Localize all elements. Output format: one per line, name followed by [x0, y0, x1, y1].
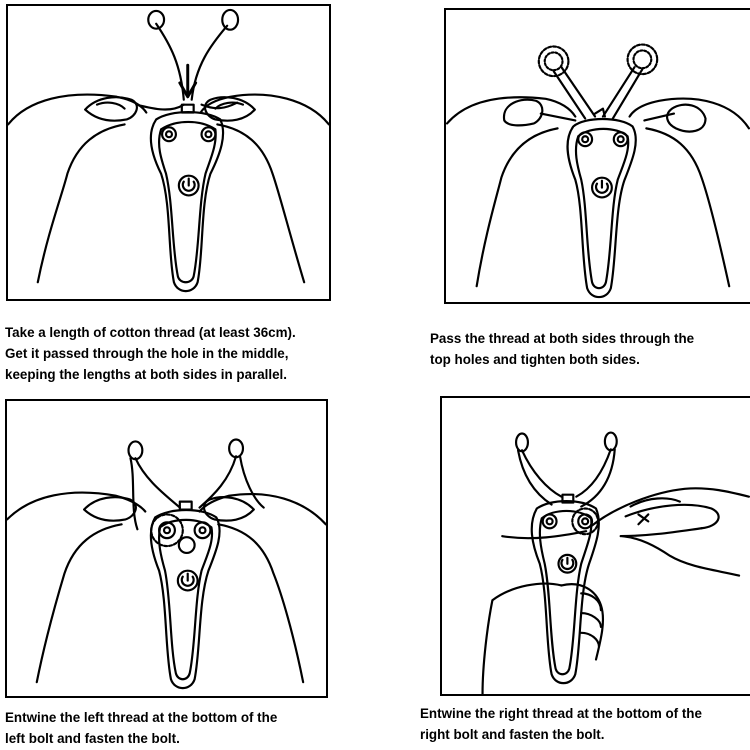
- caption-line: left bolt and fasten the bolt.: [5, 731, 180, 746]
- step-1-caption: [5, 322, 296, 385]
- caption-line: Pass the thread at both sides through the: [430, 331, 695, 346]
- step-2-caption: [430, 328, 694, 370]
- step-4-caption: [420, 703, 702, 745]
- caption-line: Entwine the left thread at the bottom of the: [5, 710, 278, 725]
- caption-line: keeping the lengths at both sides in parallel.: [5, 367, 288, 382]
- step-3-illustration: [5, 399, 328, 698]
- caption-line: top holes and tighten both sides.: [430, 352, 640, 367]
- step-3-caption: [5, 707, 277, 749]
- caption-line: right bolt and fasten the bolt.: [420, 727, 605, 742]
- step-4-illustration: [440, 396, 750, 696]
- step-2-illustration: [444, 8, 750, 304]
- step-1-illustration: [6, 4, 331, 301]
- caption-line: Entwine the right thread at the bottom of the: [420, 706, 702, 721]
- caption-line: Get it passed through the hole in the middle,: [5, 346, 289, 361]
- caption-line: Take a length of cotton thread (at least 36cm).: [5, 325, 296, 340]
